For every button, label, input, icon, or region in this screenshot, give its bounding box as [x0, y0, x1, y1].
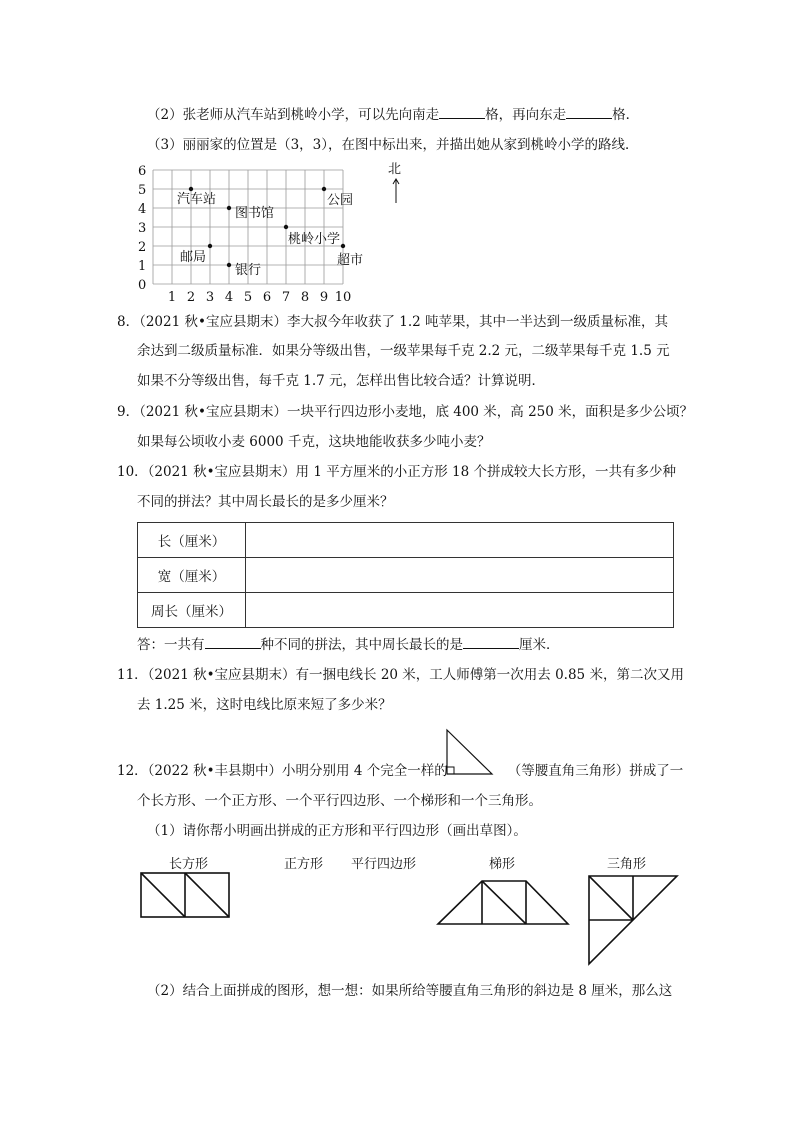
- row-header-length: 长（厘米）: [138, 523, 246, 558]
- q10-line1: 10．（2021 秋•宝应县期末）用 1 平方厘米的小正方形 18 个拼成较大长方形，一共有多少种: [117, 464, 676, 480]
- grid-y-ticks: [138, 164, 146, 293]
- y-tick-label: 0: [138, 278, 147, 293]
- q12-part1: （1）请你帮小明画出拼成的正方形和平行四边形（画出草图）。: [147, 823, 527, 839]
- q8-line1: 8．（2021 秋•宝应县期末）李大叔今年收获了 1.2 吨苹果，其中一半达到一级质量标准，其: [117, 314, 669, 330]
- grid-point: [227, 263, 231, 267]
- q10-blank-count[interactable]: [205, 634, 261, 649]
- q7-part2-text-b: 格，再向东走: [485, 107, 567, 123]
- q10-answer: [137, 634, 560, 655]
- label-parallelogram: 平行四边形: [351, 857, 417, 872]
- grid-point-label: 汽车站: [177, 192, 217, 207]
- length-answer-cell[interactable]: [246, 523, 674, 558]
- x-tick-label: 10: [334, 290, 352, 305]
- triangle-shape: [585, 872, 681, 968]
- q7-part2-text-a: （2）张老师从汽车站到桃岭小学，可以先向南走: [147, 107, 440, 123]
- y-tick-label: 6: [138, 164, 147, 179]
- q7-blank-east[interactable]: [566, 104, 612, 119]
- q10-line2: 不同的拼法？其中周长最长的是多少厘米？: [137, 494, 394, 510]
- x-tick-label: 8: [300, 290, 310, 305]
- north-arrow-icon: [390, 177, 402, 203]
- parallelogram-drawing-area[interactable]: [345, 870, 425, 930]
- x-tick-label: 9: [319, 290, 329, 305]
- label-rectangle: 长方形: [169, 857, 209, 872]
- table-row: [138, 558, 674, 593]
- q7-part2: [147, 104, 639, 125]
- grid-point: [284, 225, 288, 229]
- x-tick-label: 7: [281, 290, 291, 305]
- q9-line1: 9．（2021 秋•宝应县期末）一块平行四边形小麦地，底 400 米，高 250 米，面积是多少公顷？: [117, 404, 694, 420]
- q10-answer-text-a: 答：一共有: [137, 637, 205, 653]
- y-tick-label: 4: [138, 202, 147, 217]
- row-header-width: 宽（厘米）: [138, 558, 246, 593]
- north-indicator: [390, 158, 402, 207]
- x-tick-label: 5: [243, 290, 253, 305]
- table-row: [138, 523, 674, 558]
- grid-points: [177, 187, 363, 278]
- x-tick-label: 1: [167, 290, 177, 305]
- grid-point: [227, 206, 231, 210]
- y-tick-label: 3: [138, 221, 147, 236]
- grid-point: [189, 187, 193, 191]
- grid-point: [322, 187, 326, 191]
- x-tick-label: 6: [262, 290, 272, 305]
- q12-line2: 个长方形、一个正方形、一个平行四边形、一个梯形和一个三角形。: [137, 793, 542, 809]
- q7-part2-text-c: 格．: [612, 107, 640, 123]
- y-tick-label: 2: [138, 240, 147, 255]
- q10-blank-perimeter[interactable]: [463, 634, 519, 649]
- x-tick-label: 3: [205, 290, 215, 305]
- y-tick-label: 5: [138, 183, 147, 198]
- q12-line1: [117, 761, 683, 781]
- q10-answer-table: [137, 522, 674, 628]
- grid-point-label: 银行: [235, 263, 262, 278]
- row-header-perimeter: 周长（厘米）: [138, 593, 246, 628]
- square-drawing-area[interactable]: [262, 870, 332, 930]
- label-triangle: 三角形: [607, 857, 647, 872]
- q10-answer-text-b: 种不同的拼法，其中周长最长的是: [260, 637, 463, 653]
- q11-line1: 11．（2021 秋•宝应县期末）有一捆电线长 20 米，工人师傅第一次用去 0.85 米，第二次又用: [117, 667, 684, 683]
- q12-line1-text-a: 12．（2022 秋•丰县期中）小明分别用 4 个完全一样的: [117, 763, 448, 779]
- grid-point-label: 图书馆: [235, 206, 275, 221]
- q12-line1-text-b: （等腰直角三角形）拼成了一: [507, 763, 684, 779]
- y-tick-label: 1: [138, 259, 147, 274]
- x-tick-label: 4: [224, 290, 234, 305]
- grid-x-ticks: [168, 290, 351, 305]
- grid-point-label: 超市: [337, 253, 364, 268]
- table-row: [138, 593, 674, 628]
- perimeter-answer-cell[interactable]: [246, 593, 674, 628]
- q11-line2: 去 1.25 米，这时电线比原来短了多少米？: [137, 697, 392, 713]
- x-tick-label: 2: [186, 290, 196, 305]
- label-trapezoid: 梯形: [489, 857, 516, 872]
- rectangle-shape: [138, 870, 234, 920]
- width-answer-cell[interactable]: [246, 558, 674, 593]
- q7-coordinate-grid: [130, 158, 420, 308]
- grid-point-label: 桃岭小学: [288, 232, 341, 247]
- trapezoid-shape: [435, 878, 571, 928]
- grid-point: [208, 244, 212, 248]
- label-square: 正方形: [284, 857, 324, 872]
- grid-point: [341, 244, 345, 248]
- q9-line2: 如果每公顷收小麦 6000 千克，这块地能收获多少吨小麦？: [137, 434, 491, 450]
- q12-part2: （2）结合上面拼成的图形，想一想：如果所给等腰直角三角形的斜边是 8 厘米，那么这: [147, 983, 673, 999]
- grid-point-label: 公园: [327, 193, 354, 208]
- q8-line3: 如果不分等级出售，每千克 1.7 元，怎样出售比较合适？计算说明．: [137, 373, 546, 389]
- isosceles-right-triangle-figure: [442, 728, 496, 778]
- q7-blank-south[interactable]: [439, 104, 485, 119]
- q8-line2: 余达到二级质量标准．如果分等级出售，一级苹果每千克 2.2 元，二级苹果每千克 1.5 元: [137, 343, 670, 359]
- q10-answer-text-c: 厘米．: [519, 637, 560, 653]
- q7-part3: （3）丽丽家的位置是（3，3），在图中标出来，并描出她从家到桃岭小学的路线．: [147, 137, 639, 153]
- north-label: 北: [388, 162, 402, 177]
- grid-point-label: 邮局: [180, 250, 207, 265]
